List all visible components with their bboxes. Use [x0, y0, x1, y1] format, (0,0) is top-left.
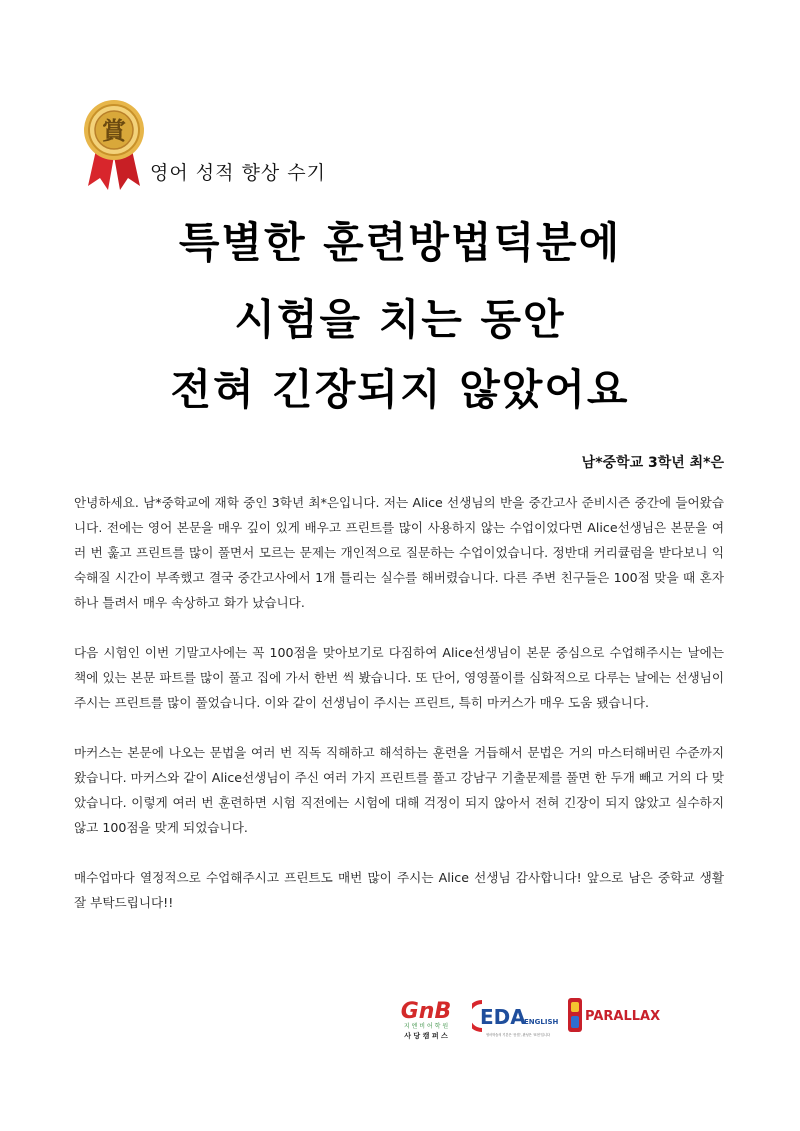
parallax-logo — [566, 996, 664, 1042]
headline-line-3: 전혀 긴장되지 않았어요 — [170, 365, 630, 414]
gnb-logo-line2: 사 당 캠 퍼 스 — [404, 1032, 448, 1040]
eda-logo-suffix: ENGLISH — [524, 1018, 559, 1026]
essay-category-label: 영어 성적 향상 수기 — [150, 162, 326, 184]
eda-english-logo — [472, 996, 564, 1042]
gnb-logo-line1: 지 엔 비 어 학 원 — [403, 1023, 449, 1030]
paragraph: 매수업마다 열정적으로 수업해주시고 프린트도 매번 많이 주시는 Alice 선생님 감사합니다! 앞으로 남은 중학교 생활 잘 부탁드립니다!! — [74, 870, 724, 910]
eda-logo-tagline: 영어학습의 기본은 '문법', 완성은 '표현'입니다 — [486, 1033, 550, 1037]
author-byline: 남*중학교 3학년 최*은 — [581, 455, 724, 471]
gnb-logo-mark: GnB — [400, 999, 452, 1024]
footer-logos — [390, 996, 670, 1042]
headline-line-1: 특별한 훈련방법덕분에 — [178, 218, 622, 267]
paragraph: 마커스는 본문에 나오는 문법을 여러 번 직독 직해하고 해석하는 훈련을 거듭해서 문법은 거의 마스터해버린 수준까지 왔습니다. 마커스와 같이 Alice선생님이 주신 여러 가지 프린트를 풀고 강남구 기출문제를 풀면 한 두개 빼고 거의 다 맞았습니다. 이렇게 여러 번 훈련하면 시험 직전에는 시험에 대해 걱정이 되지 않아서 전혀 긴장이 되지 않았고 실수하지 않고 100점을 맞게 되었습니다. — [74, 745, 724, 835]
essay-body — [74, 490, 724, 940]
headline-line-2: 시험을 치는 동안 — [234, 295, 566, 344]
award-medal-icon — [80, 98, 148, 193]
paragraph: 안녕하세요. 남*중학교에 재학 중인 3학년 최*은입니다. 저는 Alice 선생님의 반을 중간고사 준비시즌 중간에 들어왔습니다. 전에는 영어 본문을 매우 깊이 있게 배우고 프린트를 많이 사용하지 않는 수업이었다면 Alice선생님은 본문을 여러 번 훑고 프린트를 많이 풀면서 모르는 문제는 개인적으로 질문하는 수업이었습니다. 정반대 커리큘럼을 받다보니 익숙해질 시간이 부족했고 결국 중간고사에서 1개 틀리는 실수를 해버렸습니다. 다른 주변 친구들은 100점 맞을 때 혼자 하나 틀려서 매우 속상하고 화가 났습니다. — [74, 495, 724, 610]
parallax-logo-mark: PARALLAX — [585, 1009, 661, 1024]
paragraph: 다음 시험인 이번 기말고사에는 꼭 100점을 맞아보기로 다짐하여 Alice선생님이 본문 중심으로 수업해주시는 날에는 책에 있는 본문 파트를 많이 풀고 집에 가서 한번 씩 봤습니다. 또 단어, 영영풀이를 심화적으로 다루는 날에는 선생님이 주시는 프린트를 많이 풀었습니다. 이와 같이 선생님이 주시는 프린트, 특히 마커스가 매우 도움 됐습니다. — [74, 645, 724, 710]
award-glyph: 賞 — [102, 116, 126, 145]
gnb-logo — [390, 996, 462, 1042]
eda-logo-mark: EDA — [480, 1005, 526, 1029]
